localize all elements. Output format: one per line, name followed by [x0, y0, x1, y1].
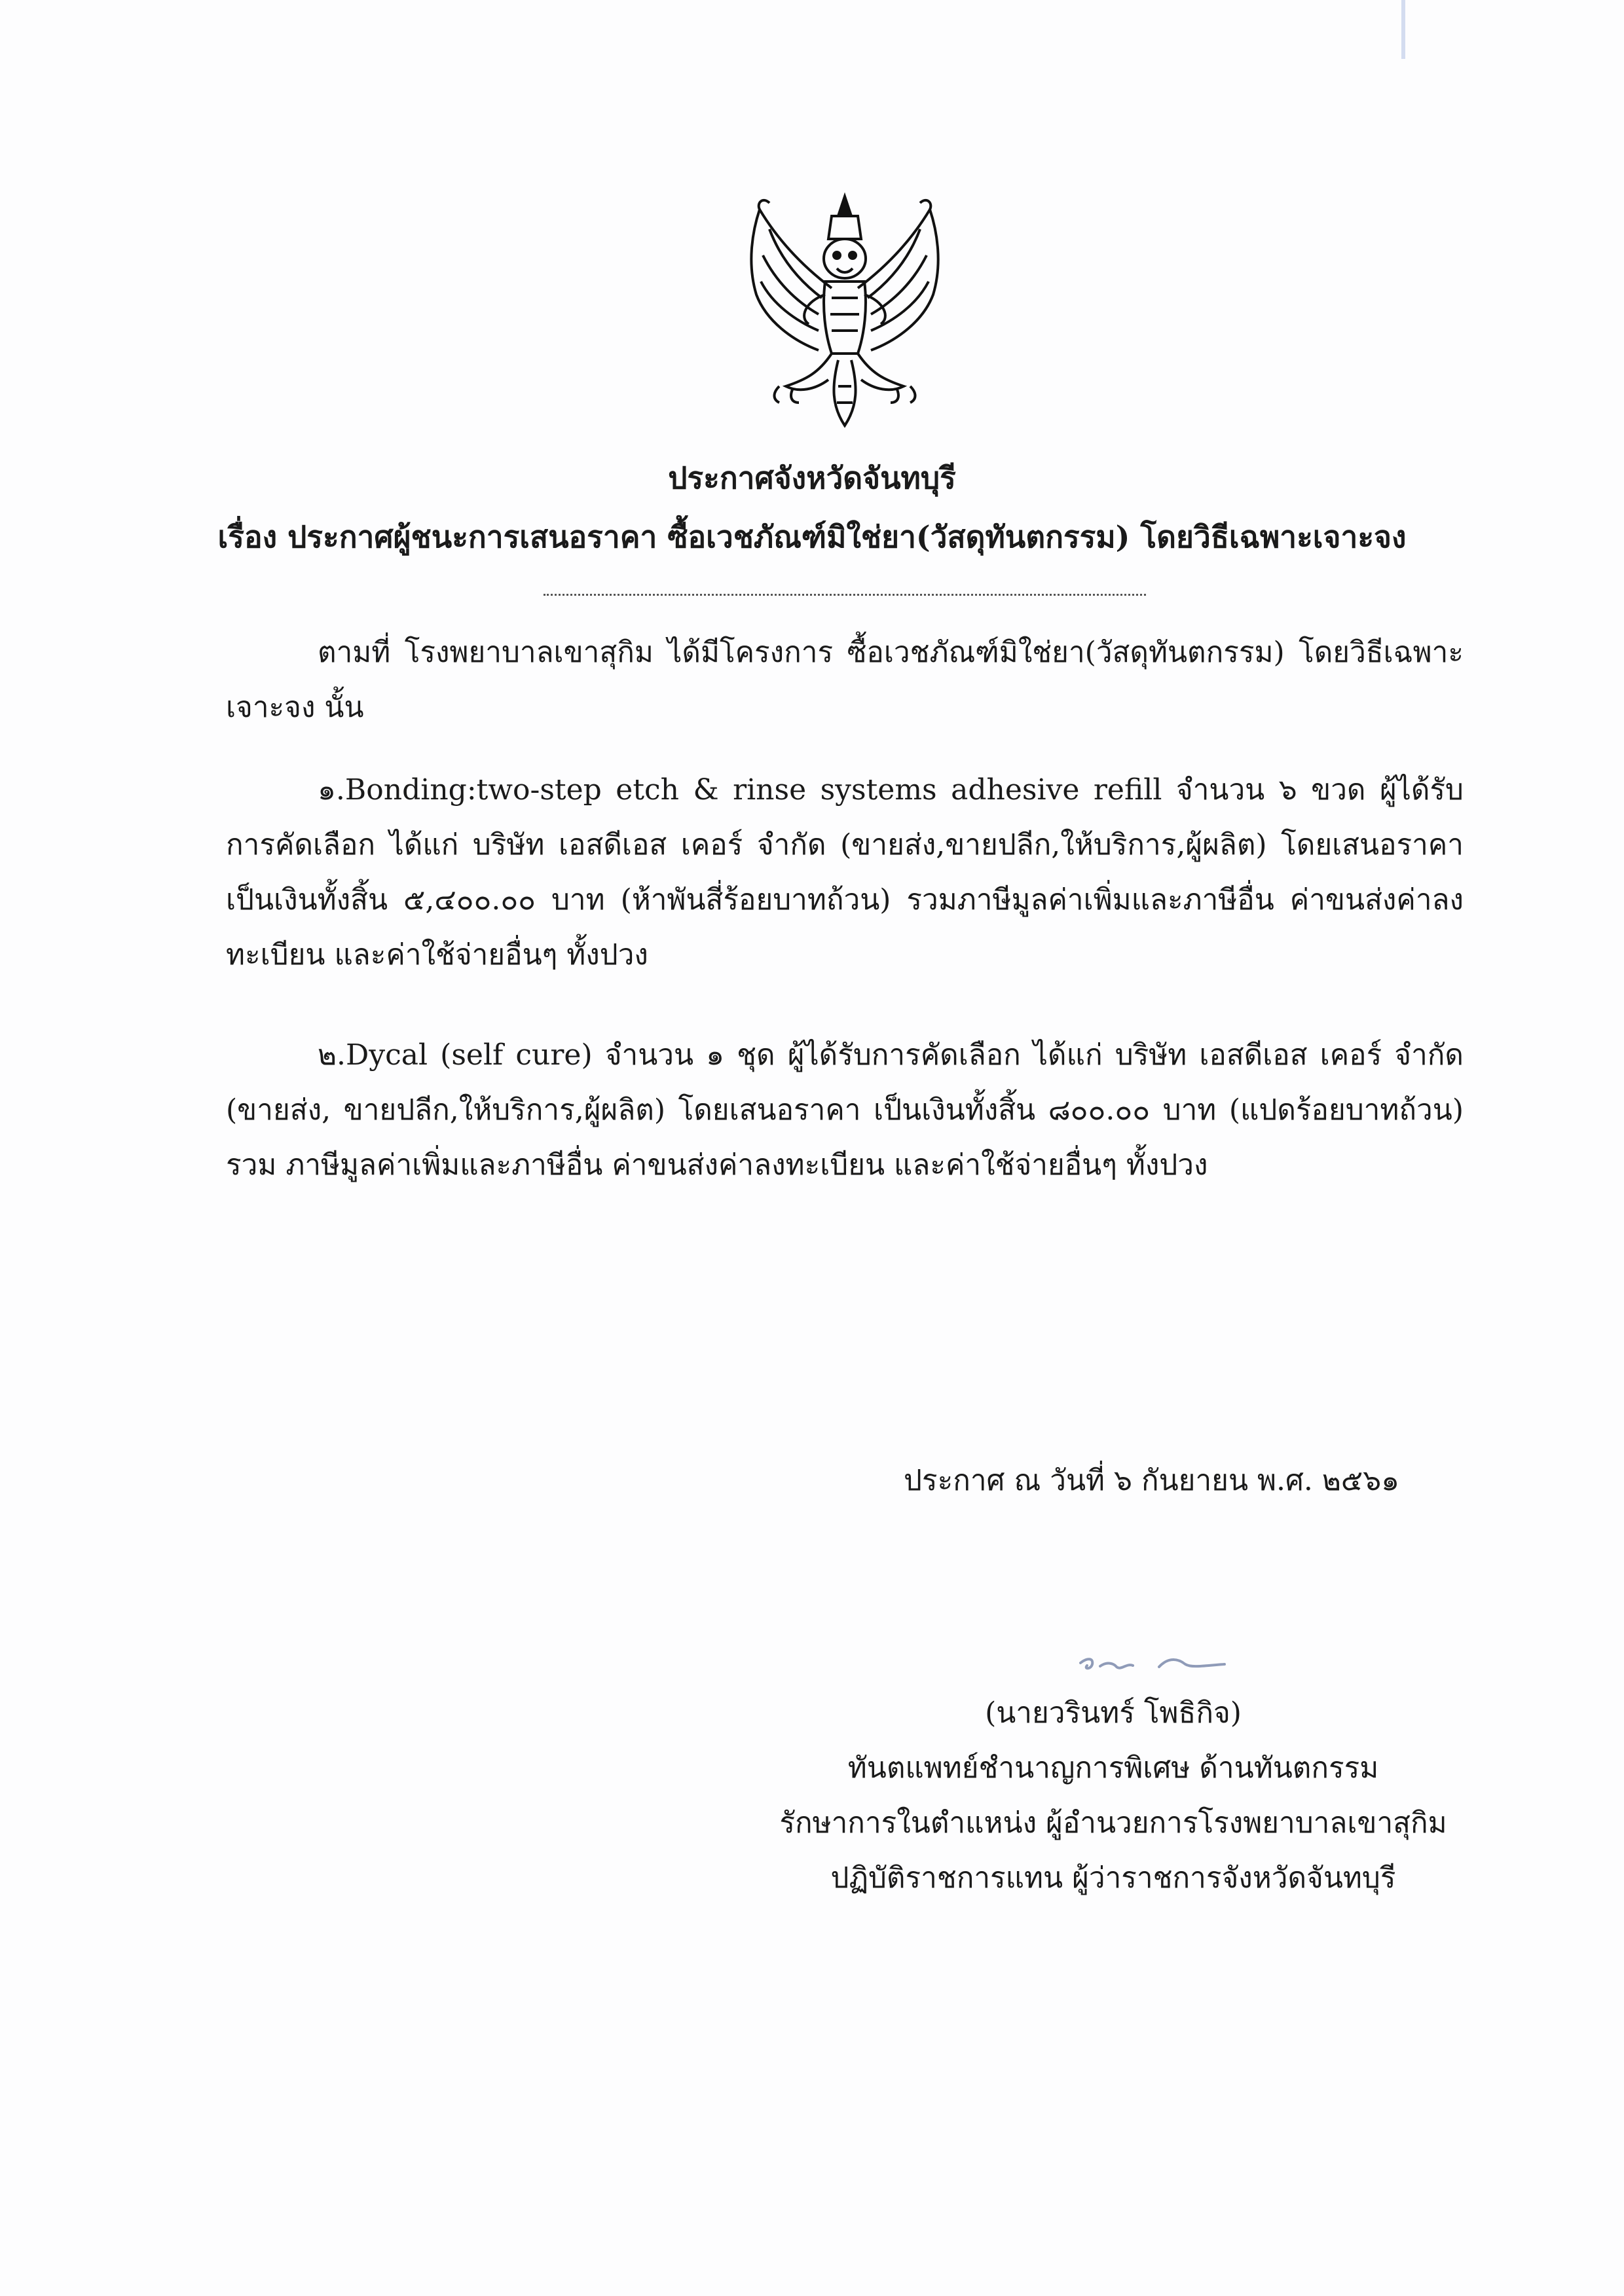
handwritten-signature	[1074, 1643, 1231, 1683]
signatory-position-3: ปฏิบัติราชการแทน ผู้ว่าราชการจังหวัดจันทบุรี	[830, 1861, 1396, 1895]
item-1-paragraph	[226, 763, 1464, 983]
intro-paragraph	[226, 625, 1464, 735]
signatory-position-1: ทันตแพทย์ชำนาญการพิเศษ ด้านทันตกรรม	[847, 1751, 1379, 1785]
intro-text: ตามที่ โรงพยาบาลเขาสุกิม ได้มีโครงการ ซื้อเวชภัณฑ์มิใช่ยา(วัสดุทันตกรรม) โดยวิธีเฉพาะเจาะจง นั้น	[226, 636, 1464, 724]
announcement-date: ประกาศ ณ วันที่ ๖ กันยายน พ.ศ. ๒๕๖๑	[904, 1464, 1400, 1497]
signatory-name: (นายวรินทร์ โพธิกิจ)	[985, 1696, 1242, 1730]
garuda-emblem-icon	[733, 190, 956, 432]
document-title: ประกาศจังหวัดจันทบุรี	[668, 460, 956, 496]
item-2-text: ๒.Dycal (self cure) จำนวน ๑ ชุด ผู้ได้รับการคัดเลือก ได้แก่ บริษัท เอสดีเอส เคอร์ จำกัด (ขายส่ง, ขายปลีก,ให้บริการ,ผู้ผลิต) โดยเสนอราคา เป็นเงินทั้งสิ้น ๘๐๐.๐๐ บาท (แปดร้อยบาทถ้วน) รวม ภาษีมูลค่าเพิ่มและภาษีอื่น ค่าขนส่งค่าลงทะเบียน และค่าใช้จ่ายอื่นๆ ทั้งปวง	[226, 1038, 1464, 1182]
signature-block	[720, 1686, 1506, 1906]
document-subject: เรื่อง ประกาศผู้ชนะการเสนอราคา ซื้อเวชภัณฑ์มิใช่ยา(วัสดุทันตกรรม) โดยวิธีเฉพาะเจาะจง	[217, 519, 1407, 555]
item-1-text: ๑.Bonding:two-step etch & rinse systems adhesive refill จำนวน ๖ ขวด ผู้ได้รับการคัดเลือก ได้แก่ บริษัท เอสดีเอส เคอร์ จำกัด (ขายส่ง,ขายปลีก,ให้บริการ,ผู้ผลิต) โดยเสนอราคา เป็นเงินทั้งสิ้น ๕,๔๐๐.๐๐ บาท (ห้าพันสี่ร้อยบาทถ้วน) รวมภาษีมูลค่าเพิ่มและภาษีอื่น ค่าขนส่งค่าลงทะเบียน และค่าใช้จ่ายอื่นๆ ทั้งปวง	[226, 773, 1464, 972]
scan-mark	[1401, 0, 1405, 59]
item-2-paragraph	[226, 1028, 1464, 1193]
title-divider	[544, 594, 1146, 596]
signatory-position-2: รักษาการในตำแหน่ง ผู้อำนวยการโรงพยาบาลเขาสุกิม	[779, 1806, 1447, 1840]
